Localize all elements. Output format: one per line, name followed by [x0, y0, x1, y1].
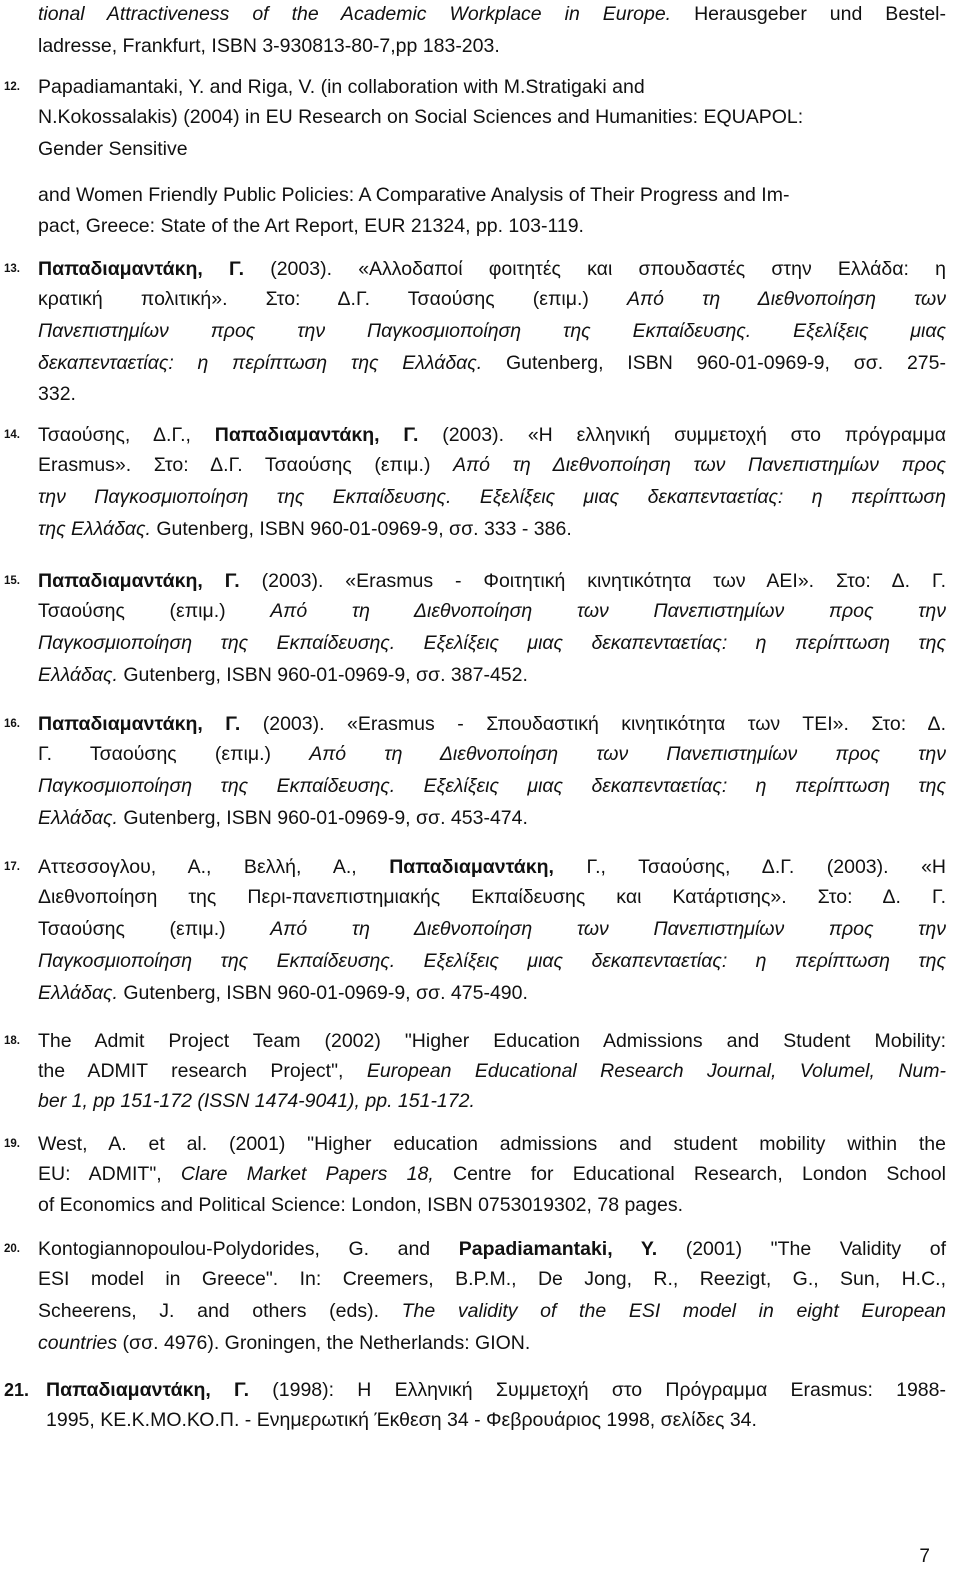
author-name: Papadiamantaki, Y.	[458, 1238, 658, 1260]
reference-number: 18.	[4, 1035, 20, 1047]
reference-number: 15.	[4, 575, 20, 587]
reference-number: 17.	[4, 861, 20, 873]
reference-number: 19.	[4, 1138, 20, 1150]
continued-reference-line-1: tional Attractiveness of the Academic Workplace in Europe. Herausgeber und Bestel-	[38, 3, 946, 25]
author-name: Παπαδιαμαντάκη,	[389, 856, 554, 878]
reference-number: 20.	[4, 1243, 20, 1255]
reference-number: 13.	[4, 263, 20, 275]
author-name: Παπαδιαμαντάκη, Γ.	[46, 1379, 250, 1401]
reference-number: 21.	[4, 1380, 30, 1400]
reference-number: 12.	[4, 81, 20, 93]
author-name: Παπαδιαμαντάκη, Γ.	[38, 258, 244, 280]
reference-number: 16.	[4, 718, 20, 730]
reference-number: 14.	[4, 429, 20, 441]
author-name: Παπαδιαμαντάκη, Γ.	[214, 424, 419, 446]
continued-reference-title: tional Attractiveness of the Academic Workplace in Europe.	[38, 3, 672, 25]
page-number: 7	[919, 1546, 930, 1567]
continued-reference-line-2: ladresse, Frankfurt, ISBN 3-930813-80-7,pp 183-203.	[38, 35, 500, 57]
author-name: Παπαδιαμαντάκη, Γ.	[38, 713, 241, 735]
author-name: Παπαδιαμαντάκη, Γ.	[38, 570, 240, 592]
document-page: tional Attractiveness of the Academic Workplace in Europe. Herausgeber und Bestel- ladresse, Frankfurt, ISBN 3-930813-80-7,pp 183-203. 12. Papadiamantaki, Y. and Riga, V. (in collaboration with M.Stratigaki and N.Kokossalakis) (2004) in EU Research on Social Sciences and Humanities: EQUAPOL: Gender Sensitive and Women Friendly Public Policies: A Comparative Analysis of Their Progress and Im- pact, Greece: State of the Art Report, EUR 21324, pp. 103-119. 13. Παπαδιαμαντάκη, Γ. (2003). «Αλλοδαποί φοιτητές και σπουδαστές στην Ελλάδα: η κρατική πολιτική». Στο: Δ.Γ. Τσαούσης (επιμ.) Από τη Διεθνοποίηση των Πανεπιστημίων προς την Παγκοσμιοποίηση της Εκπαίδευσης. Εξελίξεις μιας δεκαπενταετίας: η περίπτωση της Ελλάδας. Gutenberg, ISBN 960-01-0969-9, σσ. 275- 332. 14. Τσαούσης, Δ.Γ., Παπαδιαμαντάκη, Γ. (2003). «Η ελληνική συμμετοχή στο πρόγραμμα Erasmus». Στο: Δ.Γ. Τσαούσης (επιμ.) Από τη Διεθνοποίηση των Πανεπιστημίων προς την Παγκοσμιοποίηση της Εκπαίδευσης. Εξελίξεις μιας δεκαπενταετίας: η περίπτωση της Ελλάδας. Gutenberg, ISBN 960-01-0969-9, σσ. 333 - 386. 15. Παπαδιαμαντάκη, Γ. (2003). «Erasmus - Φοιτητική κινητικότητα των ΑΕΙ». Στο: Δ. Γ. Τσαούσης (επιμ.) Από τη Διεθνοποίηση των Πανεπιστημίων προς την Παγκοσμιοποίηση της Εκπαίδευσης. Εξελίξεις μιας δεκαπενταετίας: η περίπτωση της Ελλάδας. Gutenberg, ISBN 960-01-0969-9, σσ. 387-452. 16. Παπαδιαμαντάκη, Γ. (2003). «Erasmus - Σπουδαστική κινητικότητα των ΤΕΙ». Στο: Δ. Γ. Τσαούσης (επιμ.) Από τη Διεθνοποίηση των Πανεπιστημίων προς την Παγκοσμιοποίηση της Εκπαίδευσης. Εξελίξεις μιας δεκαπενταετίας: η περίπτωση της Ελλάδας. Gutenberg, ISBN 960-01-0969-9, σσ. 453-474. 17. Αττεσσογλου, Α., Βελλή, Α., Παπαδιαμαντάκη, Γ., Τσαούσης, Δ.Γ. (2003). «Η Διεθνοποίηση της Περι-πανεπιστημιακής Εκπαίδευσης και Κατάρτισης». Στο: Δ. Γ. Τσαούσης (επιμ.) Από τη Διεθνοποίηση των Πανεπιστημίων προς την Παγκοσμιοποίηση της Εκπαίδευσης. Εξελίξεις μιας δεκαπενταετίας: η περίπτωση της Ελλάδας. Gutenberg, ISBN 960-01-0969-9, σσ. 475-490. 18. The Admit Project Team (2002) "Higher Education Admissions and Student Mobility: the ADMIT research Project", European Educational Research Journal, Volumel, Num- ber 1, pp 151-172 (ISSN 1474-9041), pp. 151-172. 19. West, A. et al. (2001) "Higher education admissions and student mobility within the EU: ADMIT", Clare Market Papers 18, Centre for Educational Research, London School of Economics and Political Science: London, ISBN 0753019302, 78 pages. 20. Kontogiannopoulou-Polydorides, G. and Papadiamantaki, Y. (2001) "The Validity of ESI model in Greece". In: Creemers, B.P.M., De Jong, R., Reezigt, G., Sun, H.C., Scheerens, J. and others (eds). The validity of the ESI model in eight European countries (σσ. 4976). Groningen, the Netherlands: GION. 21. Παπαδιαμαντάκη, Γ. (1998): Η Ελληνική Συμμετοχή στο Πρόγραμμα Erasmus: 1988- 1995, ΚΕ.Κ.ΜΟ.ΚΟ.Π. - Ενημερωτική Έκθεση 34 - Φεβρουάριος 1998, σελίδες 34. 7	[0, 0, 960, 1587]
